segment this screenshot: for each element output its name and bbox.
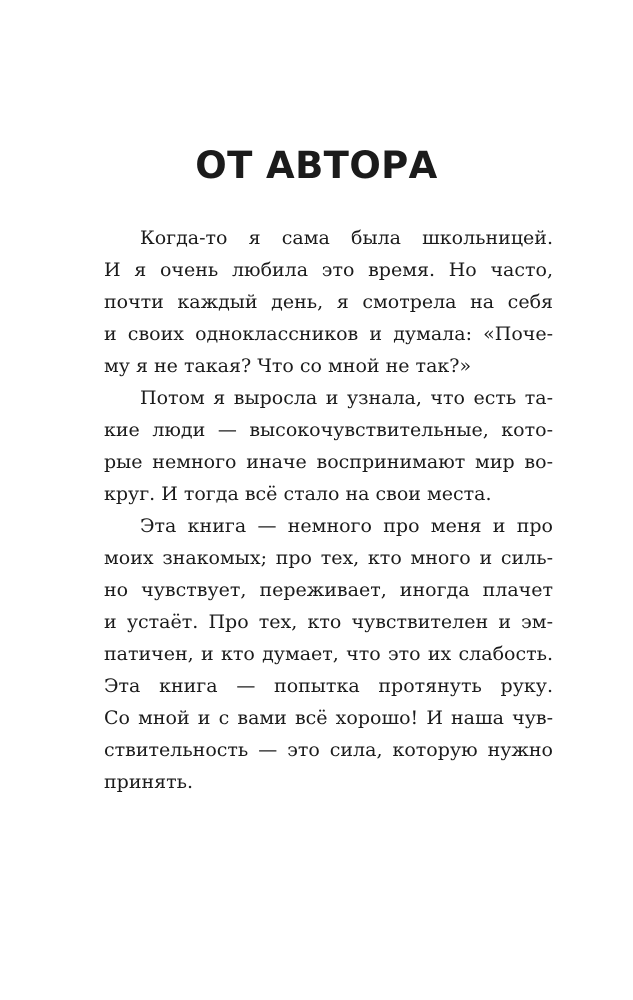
text-line: моих знакомых; про тех, кто много и силь- [104,547,553,569]
text-line: патичен, и кто думает, что это их слабость. [104,643,553,665]
text-line: Эта книга — попытка протянуть руку. [104,675,553,697]
text-line: Потом я выросла и узнала, что есть та- [140,387,553,409]
text-line: принять. [104,771,194,793]
body-text [104,222,553,798]
text-line: и своих одноклассников и думала: «Поче- [104,323,553,345]
text-line: Когда-то я сама была школьницей. [140,227,553,249]
text-line: и устаёт. Про тех, кто чувствителен и эм- [104,611,553,633]
text-line: круг. И тогда всё стало на свои места. [104,483,492,505]
paragraph-3 [104,510,553,798]
paragraph-1 [104,222,553,382]
text-line: Со мной и с вами всё хорошо! И наша чув- [104,707,553,729]
paragraph-2 [104,382,553,510]
text-line: почти каждый день, я смотрела на себя [104,291,553,313]
text-line: рые немного иначе воспринимают мир во- [104,451,553,473]
page-title: ОТ АВТОРА [195,144,438,187]
text-line: му я не такая? Что со мной не так?» [104,355,472,377]
text-line: ствительность — это сила, которую нужно [104,739,553,761]
text-line: Эта книга — немного про меня и про [140,515,553,537]
text-line: И я очень любила это время. Но часто, [104,259,553,281]
text-line: кие люди — высокочувствительные, кото- [104,419,553,441]
text-line: но чувствует, переживает, иногда плачет [104,579,553,601]
